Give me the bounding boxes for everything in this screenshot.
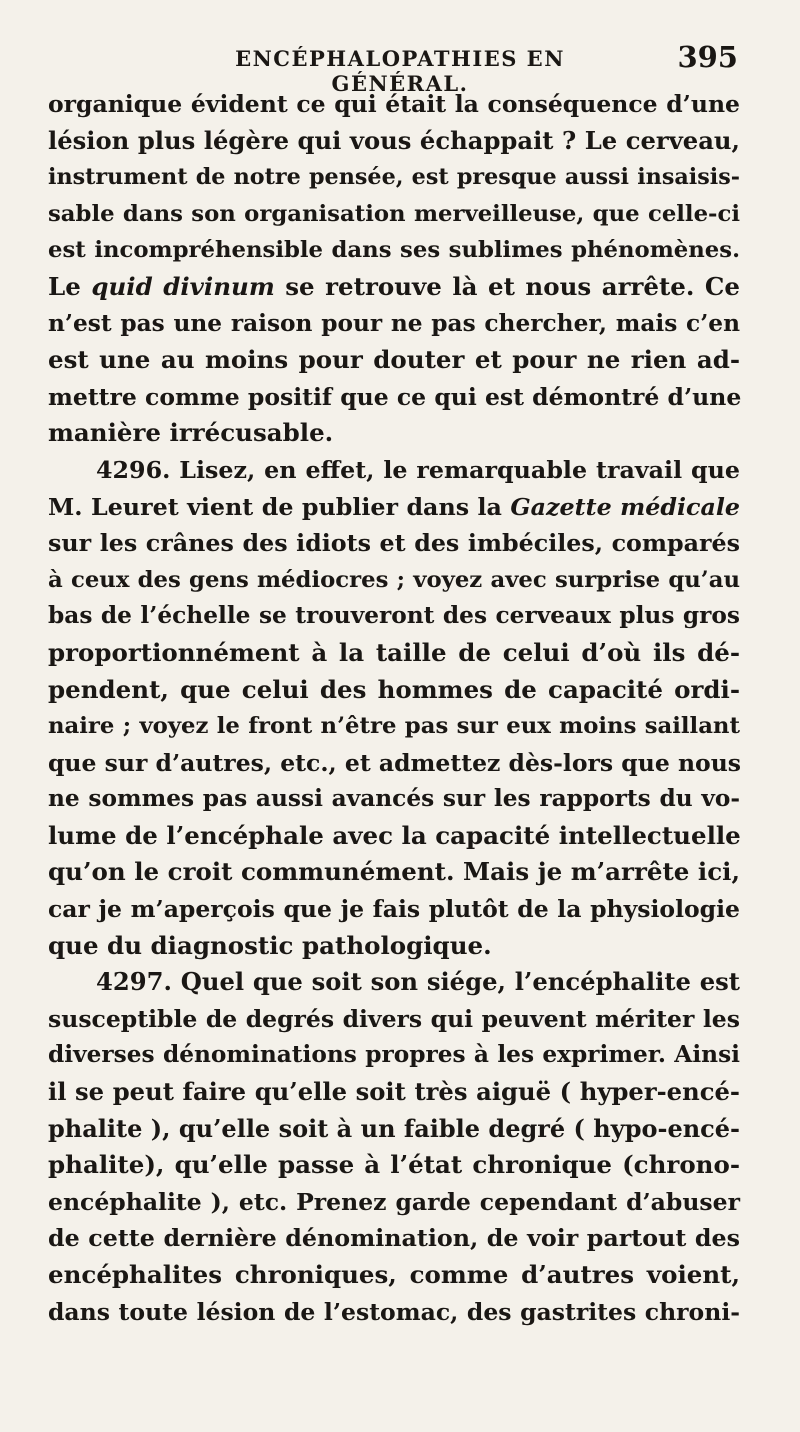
text-line — [48, 269, 740, 306]
text-segment: se retrouve là et nous arrête. Ce — [274, 271, 740, 301]
text-line: phalite ), qu’elle soit à un faible degré ( hypo-encé- — [48, 1113, 740, 1143]
text-line: organique évident ce qui était la conséquence d’une — [48, 90, 740, 118]
body-text — [48, 86, 740, 1330]
text-line: 4296. Lisez, en effet, le remarquable travail que — [96, 455, 740, 484]
text-line: dans toute lésion de l’estomac, des gastrites chroni- — [48, 1297, 740, 1326]
text-line: lume de l’encéphale avec la capacité intellectuelle — [48, 820, 741, 850]
text-line: diverses dénominations propres à les exprimer. Ainsi — [48, 1041, 740, 1069]
text-line: est incompréhensible dans ses sublimes phénomènes. — [48, 237, 740, 264]
text-line: 4297. Quel que soit son siége, l’encéphalite est — [96, 967, 740, 997]
text-line: sur les crânes des idiots et des imbéciles, comparés — [48, 529, 740, 558]
italic-title: Gazette médicale — [510, 492, 740, 521]
text-line — [48, 489, 740, 526]
text-line: que sur d’autres, etc., et admettez dès-lors que nous — [48, 748, 742, 777]
text-line: bas de l’échelle se trouveront des cerveaux plus gros — [48, 602, 740, 630]
text-line: encéphalite ), etc. Prenez garde cependant d’abuser — [48, 1187, 740, 1216]
text-line: proportionnément à la taille de celui d’où ils dé- — [48, 637, 740, 667]
text-line: de cette dernière dénomination, de voir partout des — [48, 1224, 740, 1253]
text-line: pendent, que celui des hommes de capacité ordi- — [48, 674, 740, 704]
text-line: que du diagnostic pathologique. — [48, 930, 492, 960]
text-line: qu’on le croit communément. Mais je m’arrête ici, — [48, 857, 740, 887]
italic-title: quid divinum — [91, 271, 275, 301]
text-line: manière irrécusable. — [48, 418, 334, 448]
text-line: mettre comme positif que ce qui est démontré d’une — [48, 382, 742, 411]
text-line: car je m’aperçois que je fais plutôt de la physiologie — [48, 895, 740, 924]
text-line: est une au moins pour douter et pour ne rien ad- — [48, 345, 740, 375]
text-line: naire ; voyez le front n’être pas sur eux moins saillant — [48, 713, 740, 740]
text-line: sable dans son organisation merveilleuse, que celle-ci — [48, 200, 740, 227]
text-line: susceptible de degrés divers qui peuvent mériter les — [48, 1004, 740, 1033]
text-line: il se peut faire qu’elle soit très aiguë ( hyper-encé- — [48, 1077, 740, 1107]
text-line: encéphalites chroniques, comme d’autres voient, — [48, 1260, 740, 1289]
text-line: n’est pas une raison pour ne pas chercher, mais c’en — [48, 309, 740, 337]
text-line: ne sommes pas aussi avancés sur les rapports du vo- — [48, 785, 740, 813]
text-line: lésion plus légère qui vous échappait ? Le cerveau, — [48, 125, 740, 155]
text-line: à ceux des gens médiocres ; voyez avec surprise qu’au — [48, 566, 740, 593]
running-header: ENCÉPHALOPATHIES EN GÉNÉRAL. — [235, 46, 565, 96]
text-line: instrument de notre pensée, est presque aussi insaisis- — [48, 164, 740, 191]
page-number: 395 — [677, 40, 738, 74]
text-segment: M. Leuret vient de publier dans la — [48, 492, 511, 521]
text-line: phalite), qu’elle passe à l’état chronique (chrono- — [48, 1150, 740, 1180]
text-segment: Le — [48, 271, 92, 301]
